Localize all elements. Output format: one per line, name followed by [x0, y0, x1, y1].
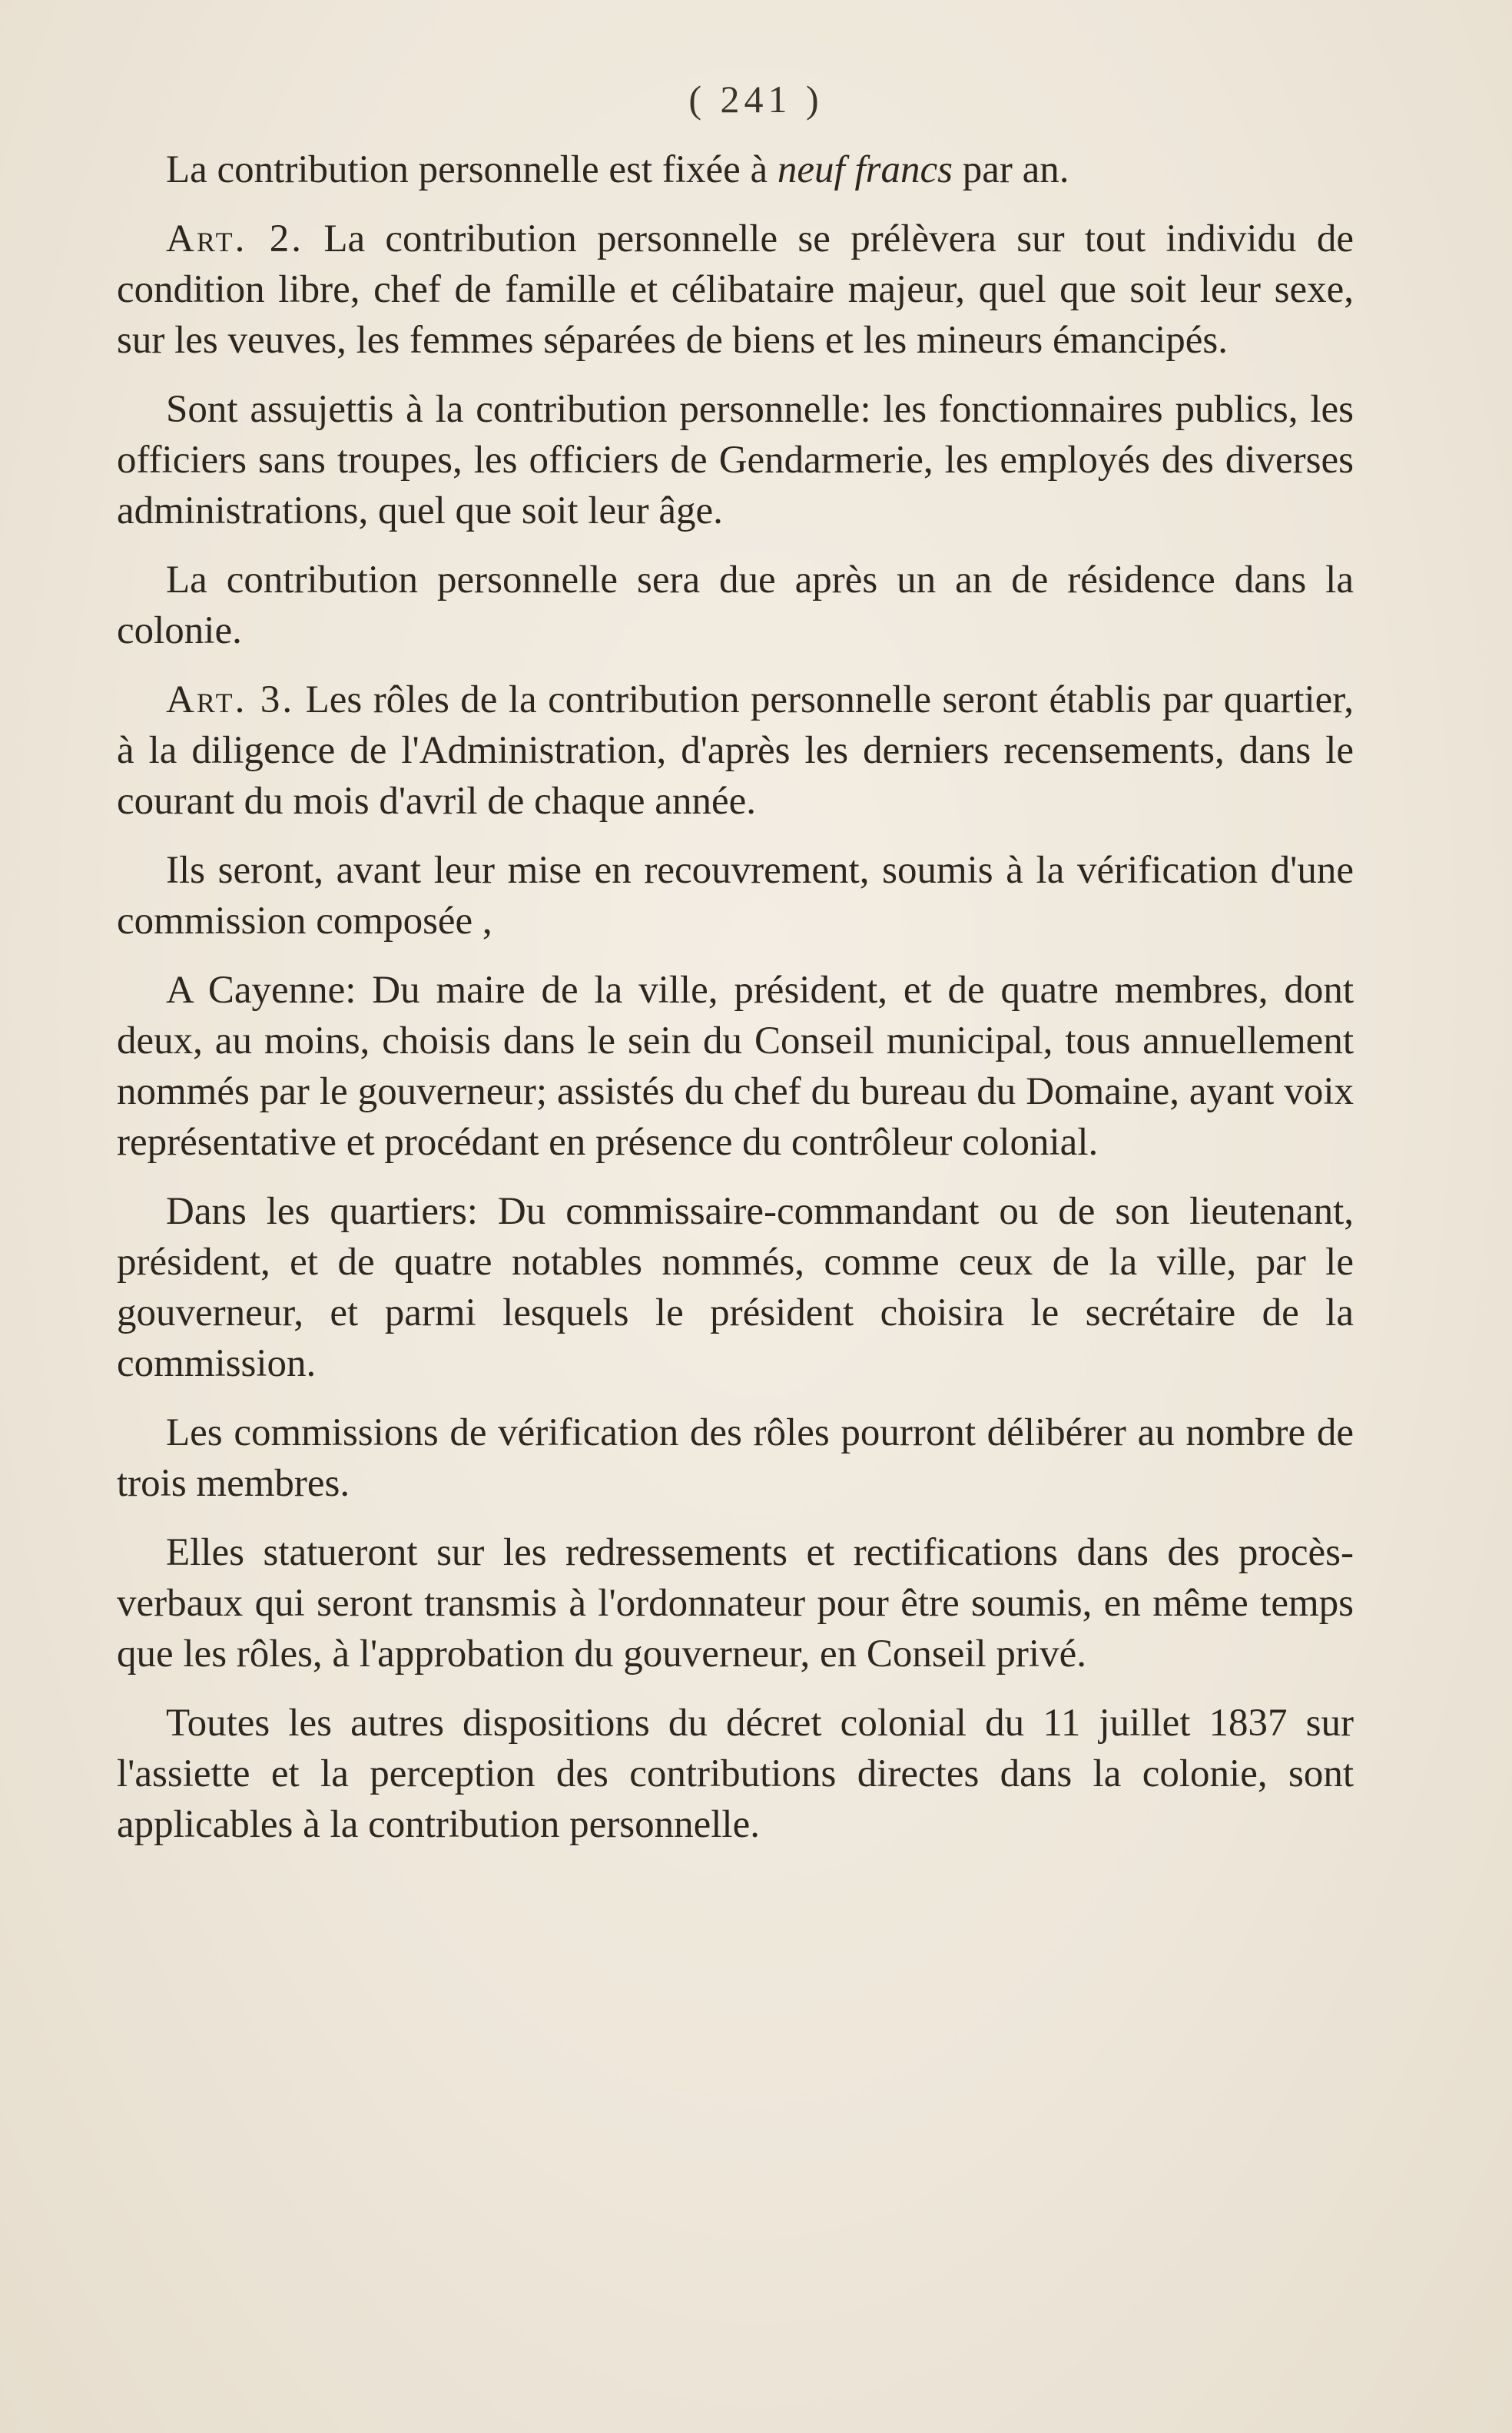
paragraph-text: La contribution personnelle est fixée à — [166, 148, 778, 191]
paragraph-dispositions: Toutes les autres dispositions du décret colonial du 11 juillet 1837 sur l'assiette et la perception des contributions directes dans la colonie, sont applicables à la contribution personnelle. — [117, 1702, 1354, 1846]
article-3 — [117, 675, 1354, 827]
paragraph-text: La contribution personnelle se prélèvera sur tout individu de condition libre, chef de famille et célibataire majeur, quel que soit leur sexe, sur les veuves, les femmes séparées de biens et les mineurs émancipés. — [117, 217, 1354, 362]
paragraph-cayenne: A Cayenne: Du maire de la ville, président, et de quatre membres, dont deux, au moins, choisis dans le sein du Conseil municipal, tous annuellement nommés par le gouverneur; assistés du chef du bureau du Domaine, ayant voix représentative et procédant en présence du contrôleur colonial. — [117, 969, 1354, 1164]
page-number: ( 241 ) — [688, 78, 824, 121]
paragraph-redressements: Elles statueront sur les redressements et rectifications dans des procès-verbaux qui seront transmis à l'ordonnateur pour être soumis, en même temps que les rôles, à l'approbation du gouverneur, en Conseil privé. — [117, 1531, 1354, 1676]
paragraph-rate — [117, 144, 1354, 195]
article-label: Art. 3. — [166, 678, 295, 721]
article-label: Art. 2. — [166, 217, 303, 260]
paragraph-text: par an. — [952, 148, 1069, 191]
paragraph-text: Les rôles de la contribution personnelle seront établis par quartier, à la diligence de l'Administration, d'après les derniers recensements, dans le courant du mois d'avril de chaque année. — [117, 678, 1354, 823]
paragraph-residence: La contribution personnelle sera due après un an de résidence dans la colonie. — [117, 559, 1354, 652]
paragraph-quartiers: Dans les quartiers: Du commissaire-commandant ou de son lieutenant, président, et de quatre notables nommés, comme ceux de la ville, par le gouverneur, et parmi lesquels le président choisira le secrétaire de la commission. — [117, 1190, 1354, 1385]
paragraph-quorum: Les commissions de vérification des rôles pourront délibérer au nombre de trois membres. — [117, 1411, 1354, 1505]
article-2 — [117, 214, 1354, 366]
page-body — [117, 144, 1354, 1868]
paragraph-verification: Ils seront, avant leur mise en recouvrement, soumis à la vérification d'une commission composée , — [117, 849, 1354, 943]
emphasized-amount: neuf francs — [777, 148, 953, 191]
paragraph-assujettis: Sont assujettis à la contribution personnelle: les fonctionnaires publics, les officiers sans troupes, les officiers de Gendarmerie, les employés des diverses administrations, quel que soit leur âge. — [117, 388, 1354, 532]
